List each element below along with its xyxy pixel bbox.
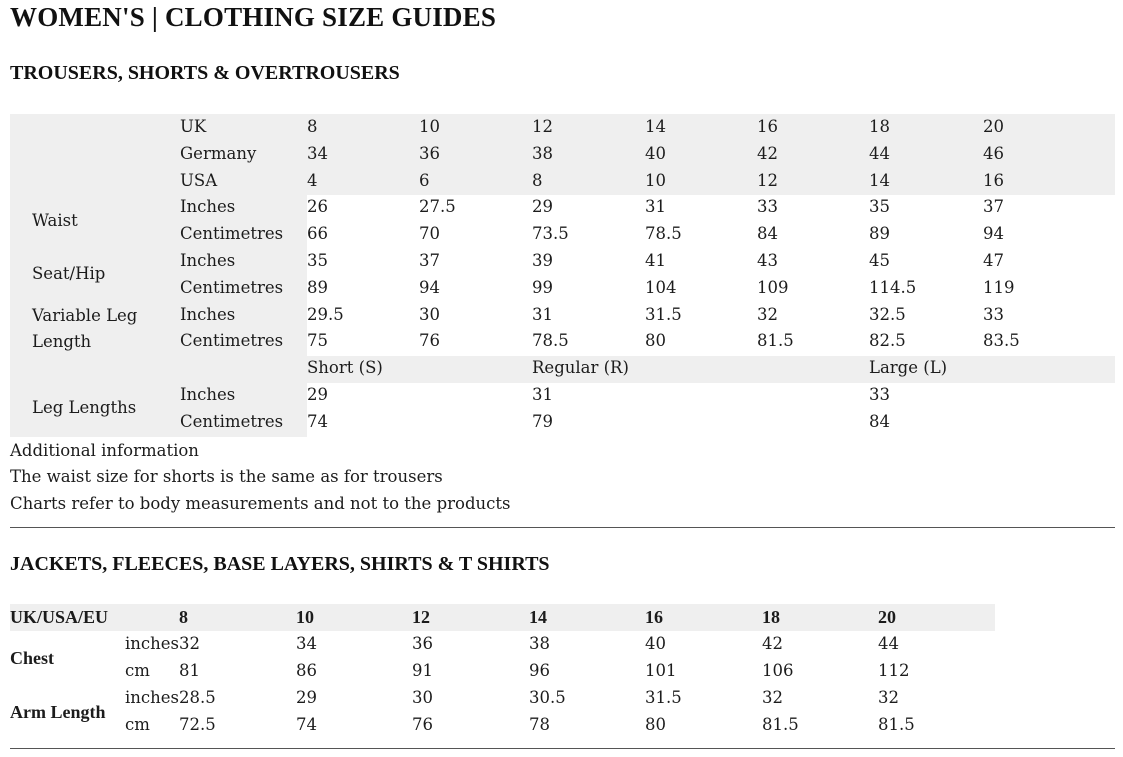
jacket-size-header: 20 bbox=[878, 607, 896, 627]
measure-cell: 104 bbox=[645, 277, 677, 297]
measure-cell: 27.5 bbox=[419, 197, 456, 217]
measure-cell: 78.5 bbox=[532, 331, 569, 351]
jacket-size-header: 12 bbox=[412, 607, 430, 627]
jacket-size-header: 16 bbox=[645, 607, 663, 627]
size-cell: 18 bbox=[869, 117, 890, 136]
measure-cell: 109 bbox=[757, 277, 789, 297]
measure-cell: 70 bbox=[419, 224, 440, 244]
measure-cell: 41 bbox=[645, 251, 666, 270]
leg-length-cell: 33 bbox=[869, 385, 890, 404]
unit-label: Inches bbox=[180, 304, 236, 324]
jacket-unit-label: inches bbox=[125, 634, 180, 653]
measure-name: Variable Leg bbox=[32, 305, 138, 325]
jacket-cell: 40 bbox=[645, 634, 666, 653]
jacket-cell: 34 bbox=[296, 634, 317, 653]
jacket-cell: 38 bbox=[529, 634, 550, 653]
measure-cell: 29.5 bbox=[307, 304, 344, 324]
jacket-cell: 76 bbox=[412, 715, 433, 734]
note-body-measurements: Charts refer to body measurements and not to the products bbox=[10, 494, 511, 513]
size-cell: 8 bbox=[307, 117, 318, 136]
measure-cell: 32 bbox=[757, 304, 778, 324]
jacket-cell: 32 bbox=[762, 688, 783, 707]
unit-label: Centimetres bbox=[180, 331, 284, 351]
jacket-cell: 112 bbox=[878, 661, 910, 680]
jackets-heading: JACKETS, FLEECES, BASE LAYERS, SHIRTS & T SHIRTS bbox=[10, 553, 550, 575]
measure-cell: 29 bbox=[532, 197, 553, 217]
unit-label: Inches bbox=[180, 251, 236, 270]
size-system-label: UK bbox=[180, 117, 207, 136]
size-system-label: USA bbox=[180, 170, 218, 190]
size-cell: 14 bbox=[869, 170, 890, 190]
jacket-cell: 32 bbox=[179, 634, 200, 653]
unit-label: Centimetres bbox=[180, 411, 284, 431]
measure-cell: 35 bbox=[307, 251, 328, 270]
size-cell: 44 bbox=[869, 143, 890, 163]
jacket-cell: 91 bbox=[412, 661, 433, 680]
jacket-cell: 96 bbox=[529, 661, 550, 680]
jacket-cell: 44 bbox=[878, 634, 899, 653]
size-cell: 10 bbox=[645, 170, 666, 190]
size-system-label: Germany bbox=[180, 143, 257, 163]
measure-cell: 80 bbox=[645, 331, 666, 351]
leg-length-cell: 84 bbox=[869, 411, 890, 431]
measure-name: Seat/Hip bbox=[32, 264, 106, 284]
measure-cell: 31 bbox=[645, 197, 666, 217]
measure-cell: 31 bbox=[532, 304, 553, 324]
unit-label: Inches bbox=[180, 385, 236, 404]
jacket-cell: 30 bbox=[412, 688, 433, 707]
jacket-unit-label: cm bbox=[125, 661, 150, 680]
measure-cell: 35 bbox=[869, 197, 890, 217]
size-cell: 8 bbox=[532, 170, 543, 190]
measure-cell: 114.5 bbox=[869, 277, 917, 297]
jackets-header-label: UK/USA/EU bbox=[10, 607, 109, 627]
unit-label: Centimetres bbox=[180, 277, 284, 297]
measure-cell: 43 bbox=[757, 251, 778, 270]
measure-cell: 47 bbox=[983, 251, 1004, 270]
jacket-cell: 30.5 bbox=[529, 688, 566, 707]
measure-cell: 33 bbox=[983, 304, 1004, 324]
leg-length-header: Large (L) bbox=[869, 358, 948, 378]
jacket-size-header: 10 bbox=[296, 607, 314, 627]
measure-cell: 66 bbox=[307, 224, 328, 244]
measure-cell: 73.5 bbox=[532, 224, 569, 244]
leg-length-cell: 74 bbox=[307, 411, 328, 431]
unit-label: Centimetres bbox=[180, 224, 284, 244]
size-cell: 6 bbox=[419, 170, 430, 190]
size-cell: 46 bbox=[983, 143, 1004, 163]
jacket-size-header: 8 bbox=[179, 607, 188, 627]
measure-name: Waist bbox=[32, 210, 78, 230]
measure-name: Length bbox=[32, 332, 92, 352]
jacket-measure-name: Arm Length bbox=[10, 701, 106, 722]
measure-cell: 84 bbox=[757, 224, 778, 244]
size-cell: 12 bbox=[757, 170, 778, 190]
measure-cell: 45 bbox=[869, 251, 890, 270]
jacket-cell: 36 bbox=[412, 634, 433, 653]
measure-cell: 78.5 bbox=[645, 224, 682, 244]
jacket-cell: 74 bbox=[296, 715, 317, 734]
size-cell: 12 bbox=[532, 117, 553, 136]
measure-cell: 99 bbox=[532, 277, 553, 297]
jacket-cell: 72.5 bbox=[179, 715, 216, 734]
leg-length-cell: 31 bbox=[532, 385, 553, 404]
measure-cell: 33 bbox=[757, 197, 778, 217]
jacket-cell: 81 bbox=[179, 661, 200, 680]
size-cell: 42 bbox=[757, 143, 778, 163]
jacket-cell: 78 bbox=[529, 715, 550, 734]
size-cell: 10 bbox=[419, 117, 440, 136]
note-additional-information: Additional information bbox=[10, 441, 199, 460]
size-cell: 14 bbox=[645, 117, 666, 136]
size-cell: 34 bbox=[307, 143, 328, 163]
size-cell: 16 bbox=[983, 170, 1004, 190]
measure-cell: 32.5 bbox=[869, 304, 906, 324]
jacket-cell: 32 bbox=[878, 688, 899, 707]
size-cell: 4 bbox=[307, 170, 318, 190]
jacket-cell: 86 bbox=[296, 661, 317, 680]
size-header-band bbox=[10, 114, 1115, 195]
jacket-unit-label: cm bbox=[125, 715, 150, 734]
section-divider bbox=[10, 527, 1115, 528]
leg-length-cell: 79 bbox=[532, 411, 553, 431]
jacket-measure-name: Chest bbox=[10, 647, 54, 668]
page-title: WOMEN'S | CLOTHING SIZE GUIDES bbox=[10, 2, 497, 32]
measure-cell: 26 bbox=[307, 197, 328, 217]
trousers-heading: TROUSERS, SHORTS & OVERTROUSERS bbox=[10, 62, 400, 84]
measure-cell: 89 bbox=[869, 224, 890, 244]
leg-lengths-name: Leg Lengths bbox=[32, 398, 137, 418]
size-cell: 16 bbox=[757, 117, 778, 136]
size-cell: 38 bbox=[532, 143, 553, 163]
jacket-cell: 29 bbox=[296, 688, 317, 707]
leg-length-cell: 29 bbox=[307, 385, 328, 404]
note-shorts-waist: The waist size for shorts is the same as for trousers bbox=[10, 467, 443, 486]
bottom-divider bbox=[10, 748, 1115, 749]
measure-cell: 75 bbox=[307, 331, 328, 351]
jacket-cell: 81.5 bbox=[878, 715, 915, 734]
measure-cell: 37 bbox=[419, 251, 440, 270]
size-cell: 36 bbox=[419, 143, 440, 163]
unit-label: Inches bbox=[180, 197, 236, 217]
leg-length-header: Short (S) bbox=[307, 358, 383, 378]
jacket-cell: 101 bbox=[645, 661, 677, 680]
jacket-unit-label: inches bbox=[125, 688, 180, 707]
jacket-cell: 31.5 bbox=[645, 688, 682, 707]
jacket-cell: 81.5 bbox=[762, 715, 799, 734]
measure-cell: 83.5 bbox=[983, 331, 1020, 351]
jacket-size-header: 14 bbox=[529, 607, 547, 627]
measure-cell: 31.5 bbox=[645, 304, 682, 324]
measure-cell: 89 bbox=[307, 277, 328, 297]
leg-length-header: Regular (R) bbox=[532, 358, 629, 378]
size-cell: 40 bbox=[645, 143, 666, 163]
jacket-cell: 42 bbox=[762, 634, 783, 653]
jackets-header-band bbox=[10, 604, 995, 631]
measure-cell: 37 bbox=[983, 197, 1004, 217]
jacket-cell: 80 bbox=[645, 715, 666, 734]
measure-cell: 30 bbox=[419, 304, 440, 324]
measure-cell: 76 bbox=[419, 331, 440, 351]
jacket-cell: 28.5 bbox=[179, 688, 216, 707]
measure-cell: 94 bbox=[983, 224, 1004, 244]
measure-cell: 39 bbox=[532, 251, 553, 270]
jacket-size-header: 18 bbox=[762, 607, 780, 627]
measure-cell: 119 bbox=[983, 277, 1015, 297]
jacket-cell: 106 bbox=[762, 661, 794, 680]
measure-cell: 81.5 bbox=[757, 331, 794, 351]
size-cell: 20 bbox=[983, 117, 1004, 136]
measure-cell: 94 bbox=[419, 277, 440, 297]
measure-cell: 82.5 bbox=[869, 331, 906, 351]
